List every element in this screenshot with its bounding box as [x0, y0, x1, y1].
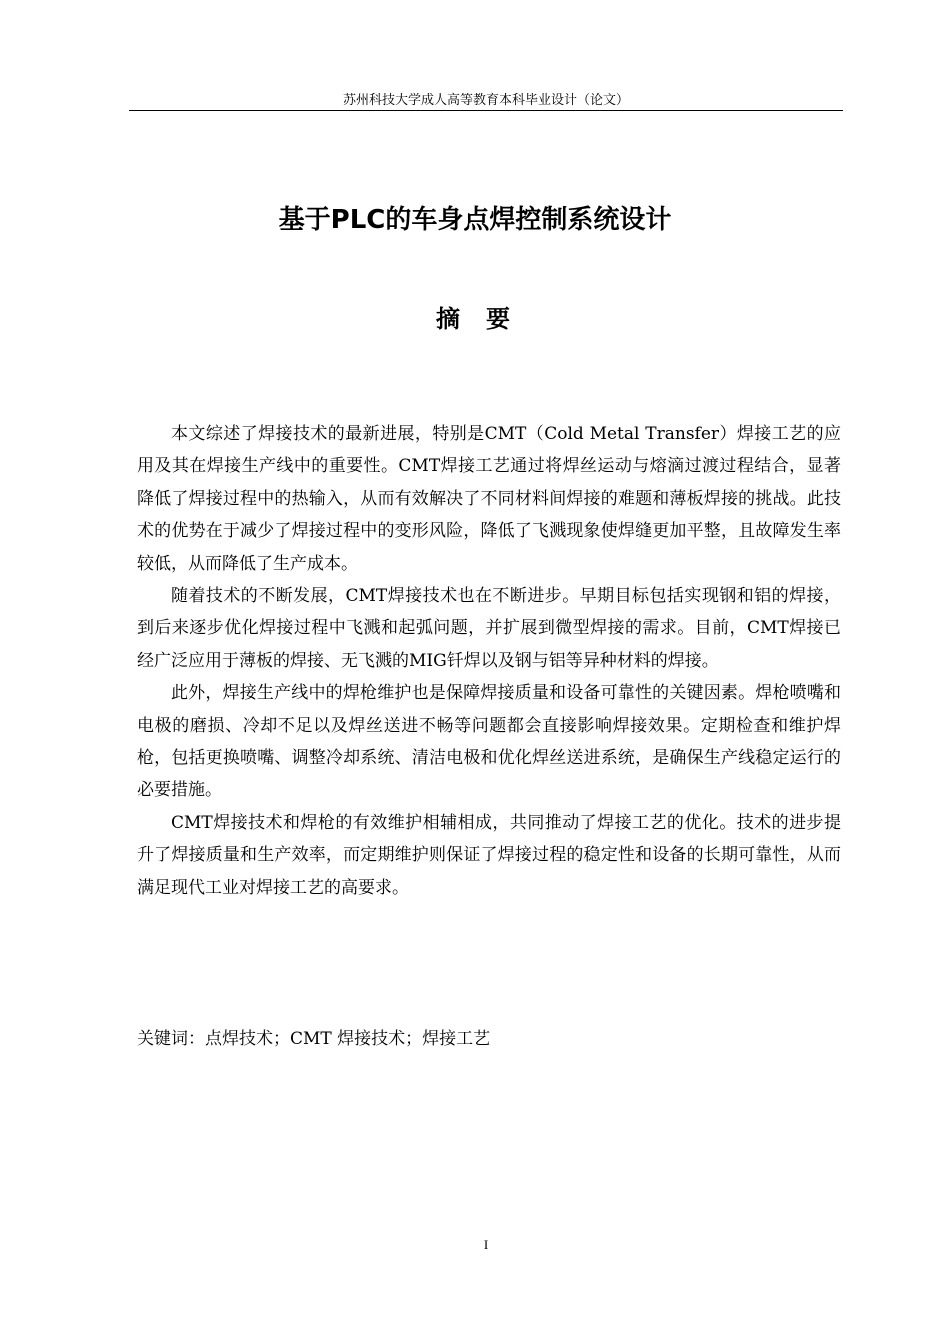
keywords-value: 点焊技术；CMT 焊接技术；焊接工艺 — [205, 1029, 491, 1049]
running-header: 苏州科技大学成人高等教育本科毕业设计（论文） — [342, 93, 629, 108]
abstract-body — [137, 418, 841, 904]
abstract-paragraph-2: 随着技术的不断发展，CMT焊接技术也在不断进步。早期目标包括实现钢和铝的焊接，到后来逐步优化焊接过程中飞溅和起弧问题，并扩展到微型焊接的需求。目前，CMT焊接已经广泛应用于薄板的焊接、无飞溅的MIG钎焊以及钢与铝等异种材料的焊接。 — [137, 586, 841, 671]
keywords-label: 关键词： — [137, 1029, 205, 1049]
abstract-heading: 摘要 — [436, 305, 536, 333]
abstract-paragraph-3: 此外，焊接生产线中的焊枪维护也是保障焊接质量和设备可靠性的关键因素。焊枪喷嘴和电极的磨损、冷却不足以及焊丝送进不畅等问题都会直接影响焊接效果。定期检查和维护焊枪，包括更换喷嘴、调整冷却系统、清洁电极和优化焊丝送进系统，是确保生产线稳定运行的必要措施。 — [137, 683, 841, 801]
document-title: 基于PLC的车身点焊控制系统设计 — [278, 205, 672, 235]
page-number: I — [483, 1237, 489, 1252]
abstract-paragraph-1: 本文综述了焊接技术的最新进展，特别是CMT（Cold Metal Transfer）焊接工艺的应用及其在焊接生产线中的重要性。CMT焊接工艺通过将焊丝运动与熔滴过渡过程结合，显著降低了焊接过程中的热输入，从而有效解决了不同材料间焊接的难题和薄板焊接的挑战。此技术的优势在于减少了焊接过程中的变形风险，降低了飞溅现象使焊缝更加平整，且故障发生率较低，从而降低了生产成本。 — [137, 424, 841, 574]
abstract-paragraph-4: CMT焊接技术和焊枪的有效维护相辅相成，共同推动了焊接工艺的优化。技术的进步提升了焊接质量和生产效率，而定期维护则保证了焊接过程的稳定性和设备的长期可靠性，从而满足现代工业对焊接工艺的高要求。 — [137, 812, 841, 898]
keywords-line — [137, 1024, 841, 1054]
header-rule — [129, 110, 843, 111]
